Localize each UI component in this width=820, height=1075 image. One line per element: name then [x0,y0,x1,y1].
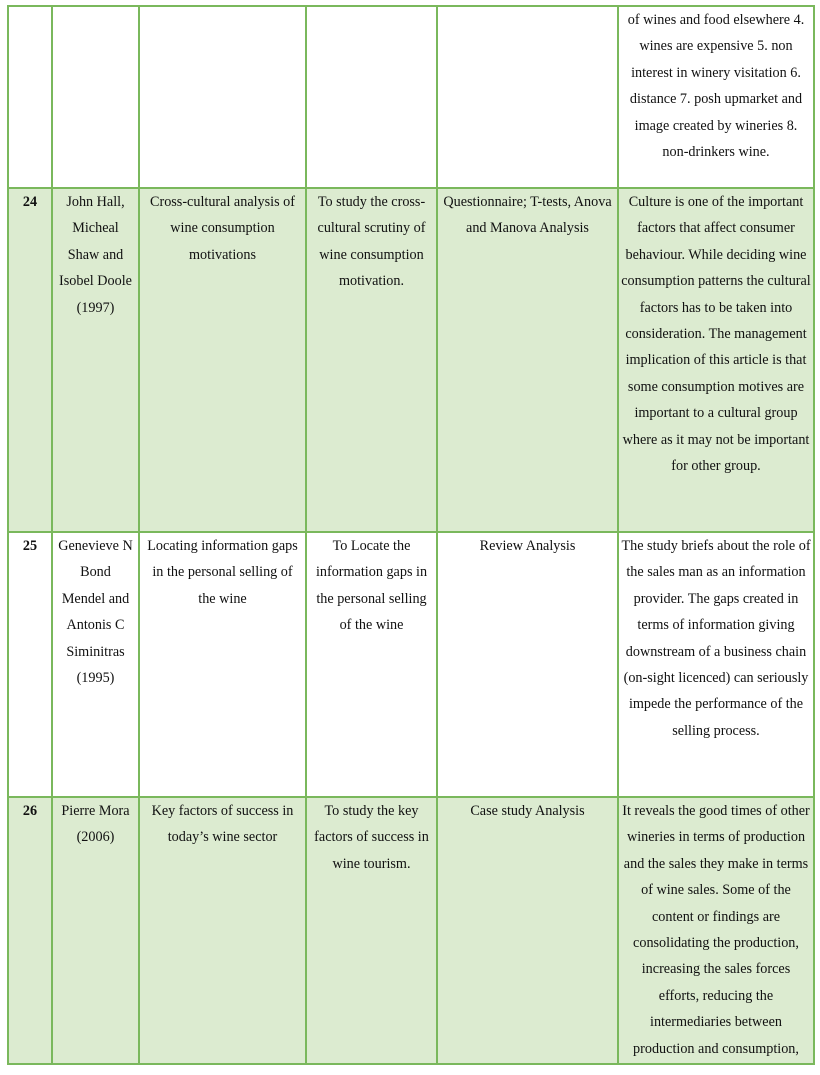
title-cell: Locating information gaps in the personal selling of the wine [139,532,306,797]
table-row [8,797,814,1064]
table-row [8,532,814,797]
findings-cell: Culture is one of the important factors that affect consumer behaviour. While deciding wine consumption patterns the cultural factors has to be taken into consideration. The management implication of this article is that some consumption motives are important to a cultural group where as it may not be important for other group. [618,188,814,532]
literature-review-table [7,5,815,1065]
serial-number-cell: 24 [8,188,52,532]
method-cell [437,6,618,188]
author-cell: Pierre Mora (2006) [52,797,139,1064]
method-cell: Review Analysis [437,532,618,797]
title-cell: Cross-cultural analysis of wine consumption motivations [139,188,306,532]
findings-cell: of wines and food elsewhere 4. wines are expensive 5. non interest in winery visitation 6. distance 7. posh upmarket and image created by wineries 8. non-drinkers wine. [618,6,814,188]
serial-number-cell: 25 [8,532,52,797]
findings-cell: It reveals the good times of other wineries in terms of production and the sales they make in terms of wine sales. Some of the content or findings are consolidating the production, increasing the sales forces efforts, reducing the intermediaries between production and consumption, [618,797,814,1064]
title-cell [139,6,306,188]
author-cell: Genevieve N Bond Mendel and Antonis C Siminitras (1995) [52,532,139,797]
table-row [8,6,814,188]
method-cell: Questionnaire; T-tests, Anova and Manova Analysis [437,188,618,532]
author-cell: John Hall, Micheal Shaw and Isobel Doole (1997) [52,188,139,532]
objective-cell: To study the key factors of success in wine tourism. [306,797,437,1064]
title-cell: Key factors of success in today’s wine sector [139,797,306,1064]
author-cell [52,6,139,188]
objective-cell: To Locate the information gaps in the personal selling of the wine [306,532,437,797]
method-cell: Case study Analysis [437,797,618,1064]
serial-number-cell: 26 [8,797,52,1064]
objective-cell: To study the cross-cultural scrutiny of wine consumption motivation. [306,188,437,532]
objective-cell [306,6,437,188]
serial-number-cell [8,6,52,188]
table-row [8,188,814,532]
findings-cell: The study briefs about the role of the sales man as an information provider. The gaps created in terms of information giving downstream of a business chain (on-sight licenced) can seriously impede the performance of the selling process. [618,532,814,797]
